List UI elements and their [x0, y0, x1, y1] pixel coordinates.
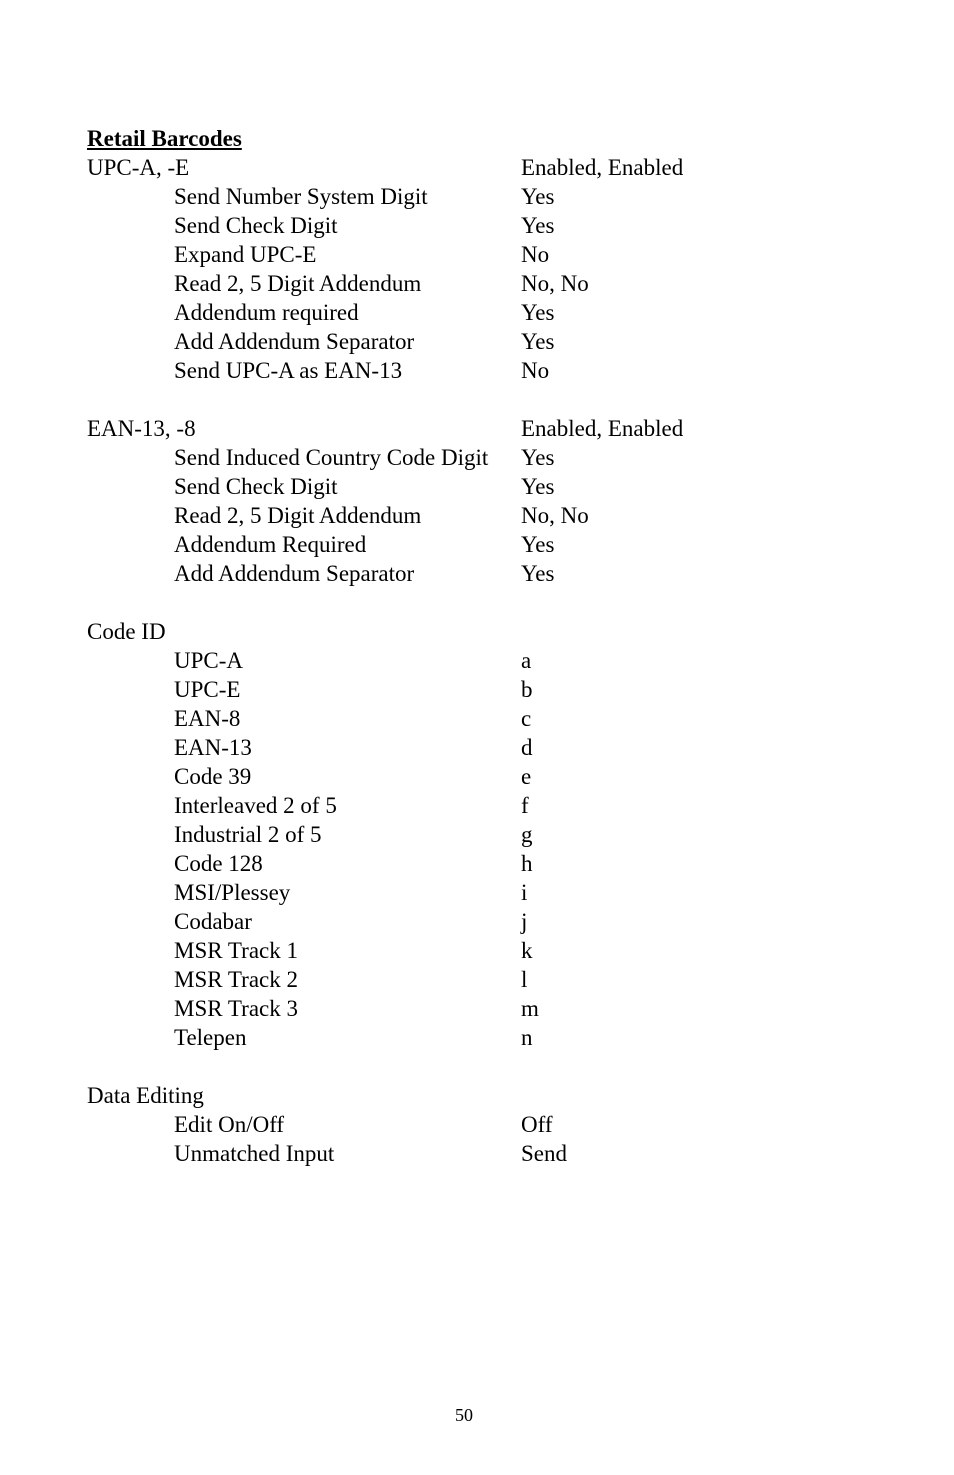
setting-label: Add Addendum Separator: [174, 561, 415, 586]
setting-value: Yes: [521, 474, 555, 499]
setting-value: Yes: [521, 329, 555, 354]
setting-label: UPC-A: [174, 648, 244, 673]
setting-label: UPC-E: [174, 677, 241, 702]
setting-value: No: [521, 358, 550, 383]
setting-label: EAN-13: [174, 735, 252, 760]
setting-value: No, No: [521, 271, 589, 296]
setting-value: b: [521, 677, 533, 702]
setting-row-addendum-required: [0, 530, 954, 559]
setting-value: h: [521, 851, 533, 876]
setting-row-codabar: [0, 907, 954, 936]
setting-label: Unmatched Input: [174, 1141, 335, 1166]
setting-row-read-2-5-digit-addendum: [0, 269, 954, 298]
setting-row-telepen: [0, 1023, 954, 1052]
group-value: Enabled, Enabled: [521, 416, 684, 441]
setting-row-addendum-required: [0, 298, 954, 327]
setting-row-industrial-2-of-5: [0, 820, 954, 849]
setting-row-add-addendum-separator: [0, 559, 954, 588]
setting-value: a: [521, 648, 532, 673]
setting-value: Yes: [521, 561, 555, 586]
setting-row-upc-e: [0, 675, 954, 704]
setting-label: MSR Track 2: [174, 967, 298, 992]
group-title: EAN-13, -8: [87, 416, 196, 441]
setting-value: c: [521, 706, 532, 731]
setting-value: No: [521, 242, 550, 267]
setting-value: Yes: [521, 300, 555, 325]
setting-row-add-addendum-separator: [0, 327, 954, 356]
setting-row-msr-track-1: [0, 936, 954, 965]
setting-value: Yes: [521, 532, 555, 557]
setting-label: Read 2, 5 Digit Addendum: [174, 503, 422, 528]
setting-label: Addendum Required: [174, 532, 367, 557]
setting-label: Interleaved 2 of 5: [174, 793, 337, 818]
setting-row-send-number-system-digit: [0, 182, 954, 211]
setting-value: k: [521, 938, 533, 963]
group-value: Enabled, Enabled: [521, 155, 684, 180]
setting-row-upc-a: [0, 646, 954, 675]
setting-label: Send Check Digit: [174, 474, 338, 499]
setting-label: Send Induced Country Code Digit: [174, 445, 489, 470]
setting-label: Telepen: [174, 1025, 247, 1050]
setting-row-send-check-digit: [0, 211, 954, 240]
setting-value: n: [521, 1025, 533, 1050]
setting-label: Send UPC-A as EAN-13: [174, 358, 403, 383]
setting-label: Read 2, 5 Digit Addendum: [174, 271, 422, 296]
group-row-code-id: [0, 617, 954, 646]
setting-value: l: [521, 967, 528, 992]
setting-label: Codabar: [174, 909, 252, 934]
setting-value: i: [521, 880, 528, 905]
setting-value: d: [521, 735, 533, 760]
setting-row-send-check-digit: [0, 472, 954, 501]
setting-row-unmatched-input: [0, 1139, 954, 1168]
setting-row-ean-13: [0, 733, 954, 762]
setting-row-read-2-5-digit-addendum: [0, 501, 954, 530]
setting-label: Send Check Digit: [174, 213, 338, 238]
section-heading: Retail Barcodes: [87, 126, 242, 151]
setting-value: m: [521, 996, 539, 1021]
setting-row-msi-plessey: [0, 878, 954, 907]
setting-row-code-39: [0, 762, 954, 791]
group-row-data-editing: [0, 1081, 954, 1110]
setting-value: Off: [521, 1112, 553, 1137]
setting-label: MSI/Plessey: [174, 880, 291, 905]
setting-label: MSR Track 1: [174, 938, 298, 963]
group-title: UPC-A, -E: [87, 155, 190, 180]
setting-label: Code 39: [174, 764, 252, 789]
setting-row-interleaved-2-of-5: [0, 791, 954, 820]
setting-row-send-upc-a-as-ean-13: [0, 356, 954, 385]
group-row-ean-13-8: [0, 414, 954, 443]
setting-label: Industrial 2 of 5: [174, 822, 322, 847]
setting-value: Yes: [521, 213, 555, 238]
setting-label: Code 128: [174, 851, 263, 876]
setting-label: Expand UPC-E: [174, 242, 317, 267]
setting-row-send-induced-country-code-digit: [0, 443, 954, 472]
setting-label: Edit On/Off: [174, 1112, 285, 1137]
setting-value: Yes: [521, 445, 555, 470]
setting-row-edit-on-off: [0, 1110, 954, 1139]
group-title: Data Editing: [87, 1083, 204, 1108]
setting-row-msr-track-3: [0, 994, 954, 1023]
setting-label: Addendum required: [174, 300, 359, 325]
setting-label: Add Addendum Separator: [174, 329, 415, 354]
setting-value: j: [521, 909, 528, 934]
setting-row-ean-8: [0, 704, 954, 733]
setting-value: Yes: [521, 184, 555, 209]
setting-value: g: [521, 822, 533, 847]
setting-label: MSR Track 3: [174, 996, 298, 1021]
setting-row-expand-upc-e: [0, 240, 954, 269]
setting-label: Send Number System Digit: [174, 184, 428, 209]
group-title: Code ID: [87, 619, 166, 644]
setting-value: e: [521, 764, 532, 789]
setting-row-msr-track-2: [0, 965, 954, 994]
setting-value: No, No: [521, 503, 589, 528]
group-row-upc-a-e: [0, 153, 954, 182]
setting-label: EAN-8: [174, 706, 241, 731]
setting-value: Send: [521, 1141, 567, 1166]
setting-row-code-128: [0, 849, 954, 878]
setting-value: f: [521, 793, 529, 818]
page-number: 50: [455, 1405, 473, 1425]
